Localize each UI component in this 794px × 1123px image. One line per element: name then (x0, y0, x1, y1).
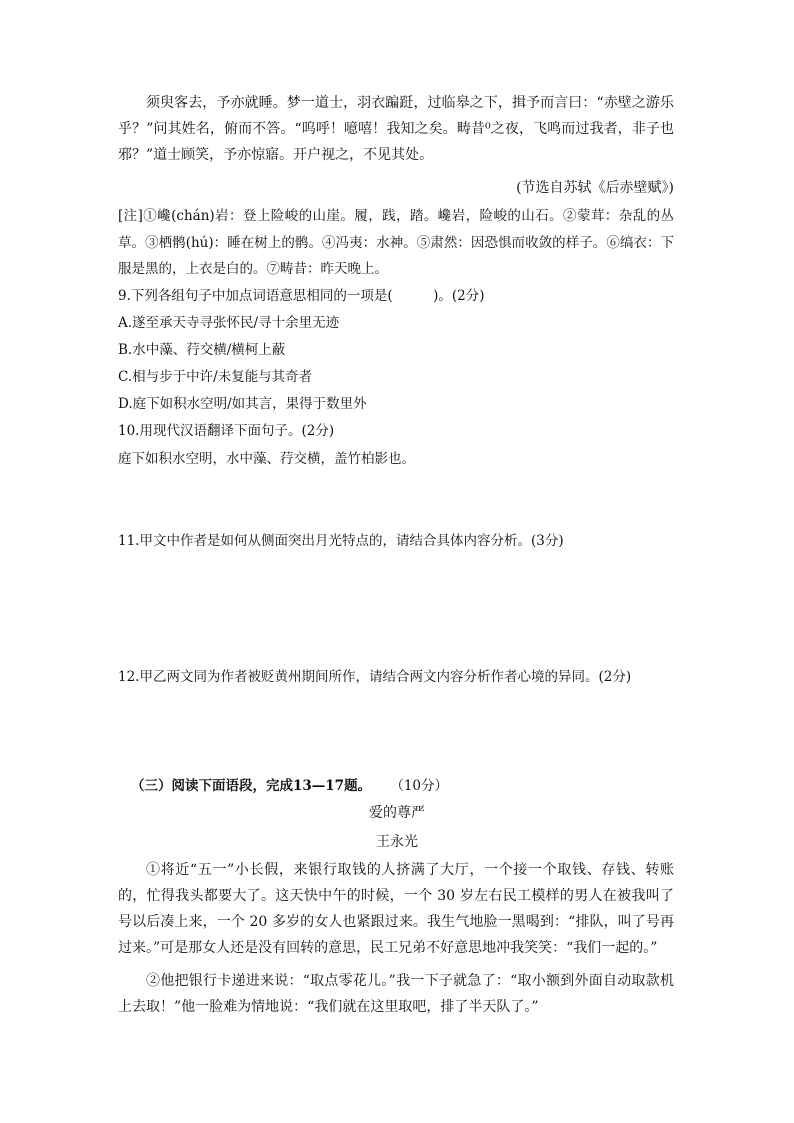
annotation-note: [注]①巉(chán)岩：登上险峻的山崖。履，践，踏。巉岩，险峻的山石。②蒙茸：杂乱的丛草。③栖鹘(hú)：睡在树上的鹘。④冯夷：水神。⑤肃然：因恐惧而收敛的样子。⑥缟衣：下服是黑的，上衣是白的。⑦畴昔：昨天晚上。 (118, 208, 674, 277)
question-9-option-b: B.水中藻、荇交横/横柯上蔽 (118, 342, 286, 358)
question-11: 11.甲文中作者是如何从侧面突出月光特点的，请结合具体内容分析。(3分) (118, 533, 564, 549)
question-9-option-a: A.遂至承天寺寻张怀民/寻十余里无迹 (118, 315, 340, 331)
section-3-score: （10分） (397, 778, 449, 794)
section-3-heading (131, 774, 448, 798)
question-10-sentence: 庭下如积水空明，水中藻、荇交横，盖竹柏影也。 (118, 451, 415, 467)
article-paragraph-2: ②他把银行卡递进来说：“取点零花儿。”我一下子就急了：“取小额到外面自动取款机上去取！”他一脸难为情地说：“我们就在这里取吧，排了半天队了。” (118, 973, 674, 1015)
section-3-heading-text: （三）阅读下面语段，完成13—17题。 (131, 778, 372, 794)
passage-source: (节选自苏轼《后赤壁赋》) (516, 180, 674, 196)
article-author: 王永光 (376, 834, 418, 850)
question-9-option-d: D.庭下如积水空明/如其言，果得于数里外 (118, 396, 367, 412)
question-9: 9.下列各组句子中加点词语意思相同的一项是( )。(2分) (118, 288, 485, 304)
question-12: 12.甲乙两文同为作者被贬黄州期间所作，请结合两文内容分析作者心境的异同。(2分) (118, 669, 632, 685)
passage-paragraph: 须臾客去，予亦就睡。梦一道士，羽衣蹁跹，过临皋之下，揖予而言曰：“赤壁之游乐乎？”问其姓名，俯而不答。“呜呼！噫嘻！我知之矣。畴昔⁰之夜，飞鸣而过我者，非子也邪？”道士顾笑，予亦惊寤。开户视之，不见其处。 (118, 95, 674, 163)
question-9-option-c: C.相与步于中许/未复能与其奇者 (118, 369, 313, 385)
article-title: 爱的尊严 (369, 805, 425, 821)
article-paragraph-1: ①将近“五一”小长假，来银行取钱的人挤满了大厅，一个接一个取钱、存钱、转账的，忙得我头都要大了。这天快中午的时候，一个 30 岁左右民工模样的男人在被我叫了号以后凑上来，一个 20 多岁的女人也紧跟过来。我生气地脸一黑喝到：“排队，叫了号再过来。”可是那女人还是没有回转的意思，民工兄弟不好意思地冲我笑笑：“我们一起的。” (118, 862, 674, 956)
question-10: 10.用现代汉语翻译下面句子。(2分) (118, 423, 335, 439)
